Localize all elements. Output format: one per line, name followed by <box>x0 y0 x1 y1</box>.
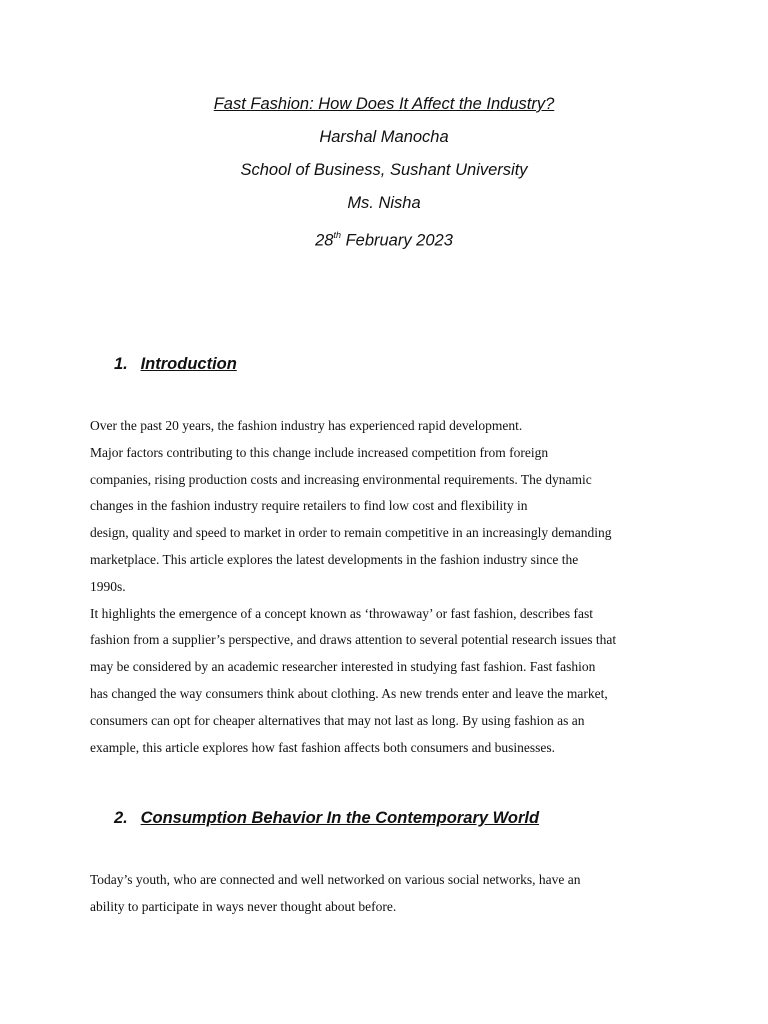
author-name: Harshal Manocha <box>319 128 449 146</box>
body-line: marketplace. This article explores the latest developments in the fashion industry since the <box>90 551 579 567</box>
title-block <box>0 92 768 257</box>
section-title: Introduction <box>140 355 237 373</box>
section-heading-consumption-behavior <box>114 809 539 828</box>
date-rest: February 2023 <box>340 231 453 250</box>
section-number: 2. <box>114 809 128 827</box>
body-line: 1990s. <box>90 578 126 594</box>
section-body-introduction <box>90 413 690 761</box>
body-line: ability to participate in ways never thought about before. <box>90 898 397 914</box>
instructor-name: Ms. Nisha <box>347 194 421 212</box>
body-line: consumers can opt for cheaper alternatives that may not last as long. By using fashion as an <box>90 712 585 728</box>
section-heading-introduction <box>114 355 237 374</box>
section-title: Consumption Behavior In the Contemporary World <box>140 809 540 827</box>
affiliation: School of Business, Sushant University <box>240 161 528 179</box>
body-line: Today’s youth, who are connected and well networked on various social networks, have an <box>90 872 581 887</box>
body-line: may be considered by an academic researcher interested in studying fast fashion. Fast fashion <box>90 659 596 675</box>
body-line: Major factors contributing to this change include increased competition from foreign <box>90 444 549 460</box>
body-line: design, quality and speed to market in order to remain competitive in an increasingly demanding <box>90 525 612 541</box>
body-line: changes in the fashion industry require retailers to find low cost and flexibility in <box>90 498 528 514</box>
body-line: has changed the way consumers think about clothing. As new trends enter and leave the market, <box>90 685 608 701</box>
date-day: 28 <box>315 231 334 250</box>
body-line: example, this article explores how fast fashion affects both consumers and businesses. <box>90 739 556 755</box>
paper-title: Fast Fashion: How Does It Affect the Industry? <box>213 95 555 113</box>
section-body-consumption-behavior <box>90 867 690 921</box>
body-line: Over the past 20 years, the fashion industry has experienced rapid development. <box>90 418 523 433</box>
section-number: 1. <box>114 355 128 373</box>
submission-date <box>0 224 768 257</box>
body-line: fashion from a supplier’s perspective, and draws attention to several potential research issues that <box>90 632 617 648</box>
body-line: companies, rising production costs and increasing environmental requirements. The dynamic <box>90 471 592 487</box>
date-suffix: th <box>333 230 341 240</box>
body-line: It highlights the emergence of a concept known as ‘throwaway’ or fast fashion, describes fast <box>90 605 593 621</box>
